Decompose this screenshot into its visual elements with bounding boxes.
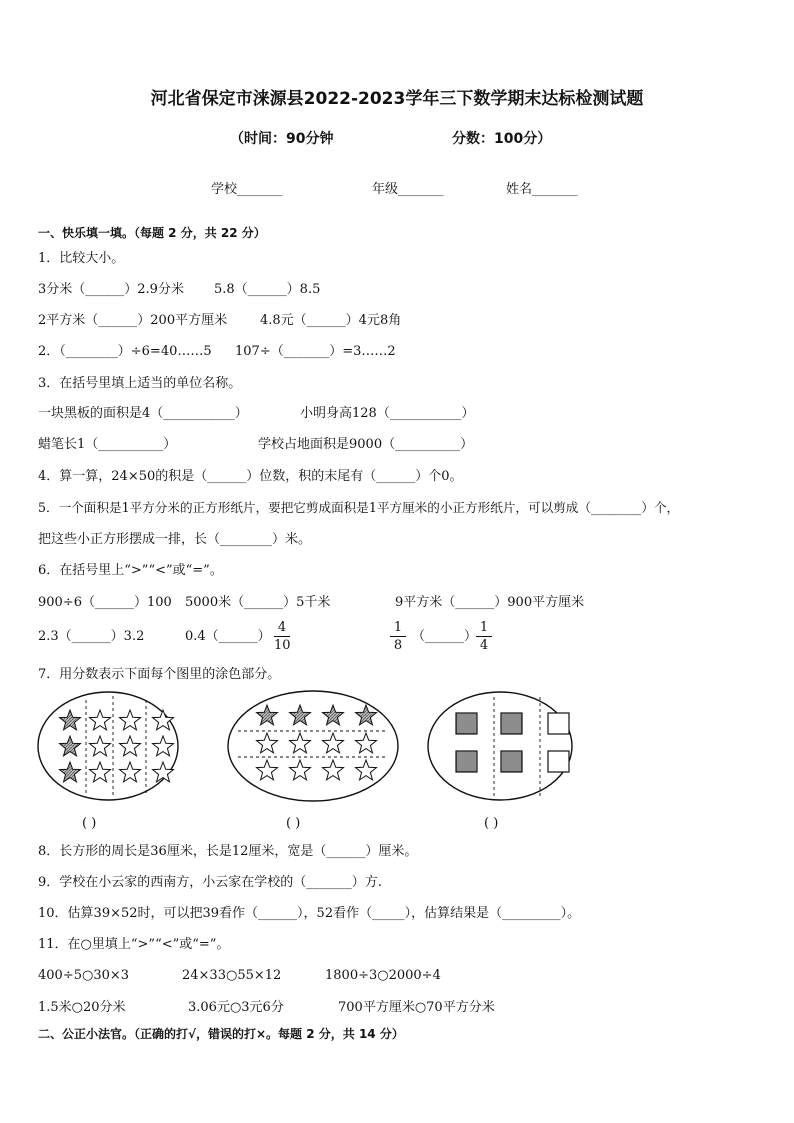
star [257, 760, 278, 780]
star [290, 760, 311, 780]
star [90, 736, 111, 756]
fraction-numerator: 4 [277, 620, 287, 635]
q5-line2: 把这些小正方形摆成一排，长（________）米。 [38, 532, 312, 547]
q3-prompt: 3．在括号里填上适当的单位名称。 [38, 376, 242, 391]
q11-item: 700平方厘米○70平方分米 [338, 1000, 495, 1015]
q7-answer-2[interactable]: ( ) [286, 816, 301, 831]
star [90, 710, 111, 730]
star [120, 762, 141, 782]
shaded-star [60, 762, 81, 782]
star [257, 733, 278, 753]
shaded-star [257, 705, 278, 725]
page-title: 河北省保定市涞源县2022-2023学年三下数学期末达标检测试题 [150, 89, 644, 109]
q3-item: 小明身高128（___________） [300, 406, 475, 421]
q11-item: 400÷5○30×3 [38, 968, 130, 983]
shaded-star [290, 705, 311, 725]
star [120, 710, 141, 730]
fraction-numerator: 1 [393, 620, 403, 635]
q8: 8．长方形的周长是36厘米，长是12厘米，宽是（______）厘米。 [38, 844, 418, 859]
q4: 4．算一算，24×50的积是（______）位数，积的末尾有（______）个0。 [38, 469, 463, 484]
q3-item: 一块黑板的面积是4（___________） [38, 406, 248, 421]
star [356, 733, 377, 753]
q1-item: 2平方米（______）200平方厘米 [38, 313, 228, 328]
q7-prompt: 7．用分数表示下面每个图里的涂色部分。 [38, 667, 281, 682]
section2-heading: 二、公正小法官。（正确的打√，错误的打×。每题 2 分，共 14 分） [38, 1027, 404, 1041]
fraction-denominator: 4 [479, 638, 489, 653]
shaded-square [456, 751, 477, 772]
q11-item: 24×33○55×12 [182, 968, 282, 983]
name-field[interactable]: 姓名_______ [506, 182, 578, 197]
q11-item: 3.06元○3元6分 [188, 1000, 284, 1015]
shaded-square [456, 713, 477, 734]
shaded-square [501, 713, 522, 734]
square [548, 713, 569, 734]
q11-prompt: 11．在○里填上“>”“<”或“=”。 [38, 937, 230, 952]
exam-time: （时间：90分钟 [230, 131, 334, 147]
star [120, 736, 141, 756]
star [153, 736, 174, 756]
q2-item: 107÷（_______）=3……2 [235, 344, 396, 359]
q11-item: 1.5米○20分米 [38, 1000, 126, 1015]
q5-line1: 5．一个面积是1平方分米的正方形纸片，要把它剪成面积是1平方厘米的小正方形纸片，可以剪成（________）个， [38, 500, 680, 515]
q7-answer-3[interactable]: ( ) [484, 816, 499, 831]
section1-heading: 一、快乐填一填。（每题 2 分，共 22 分） [38, 226, 266, 240]
star [356, 760, 377, 780]
q11-item: 1800÷3○2000÷4 [325, 968, 441, 983]
shaded-star [60, 736, 81, 756]
q6-blank: （______） [412, 629, 478, 644]
exam-score: 分数：100分） [452, 131, 552, 147]
q6-item: 9平方米（______）900平方厘米 [395, 595, 585, 610]
q2-item: 2．（________）÷6=40……5 [38, 344, 212, 359]
q6-item: 2.3（______）3.2 [38, 629, 145, 644]
q1-item: 5.8（______）8.5 [214, 282, 321, 297]
q6-item: 5000米（______）5千米 [185, 595, 331, 610]
shaded-star [60, 710, 81, 730]
q10: 10．估算39×52时，可以把39看作（______），52看作（_____），估算结果是（_________）。 [38, 906, 581, 921]
q1-prompt: 1．比较大小。 [38, 251, 125, 266]
fraction-numerator: 1 [479, 620, 489, 635]
star [323, 733, 344, 753]
star [153, 710, 174, 730]
star [90, 762, 111, 782]
q9: 9．学校在小云家的西南方，小云家在学校的（_______）方. [38, 875, 382, 890]
star [290, 733, 311, 753]
q6-item: 0.4（______） [185, 629, 271, 644]
school-field[interactable]: 学校_______ [211, 182, 283, 197]
fraction-denominator: 8 [393, 638, 403, 653]
q3-item: 学校占地面积是9000（__________） [258, 437, 474, 452]
q1-item: 4.8元（______）4元8角 [260, 313, 402, 328]
square [548, 751, 569, 772]
q6-prompt: 6．在括号里上“>”“<”或“=”。 [38, 563, 223, 578]
star [323, 760, 344, 780]
q7-answer-1[interactable]: ( ) [82, 816, 97, 831]
grade-field[interactable]: 年级_______ [372, 182, 444, 197]
q3-item: 蜡笔长1（__________） [38, 437, 177, 452]
shaded-square [501, 751, 522, 772]
q1-item: 3分米（______）2.9分米 [38, 282, 184, 297]
shaded-star [323, 705, 344, 725]
fraction-denominator: 10 [274, 638, 291, 653]
q6-item: 900÷6（______）100 [38, 595, 172, 610]
